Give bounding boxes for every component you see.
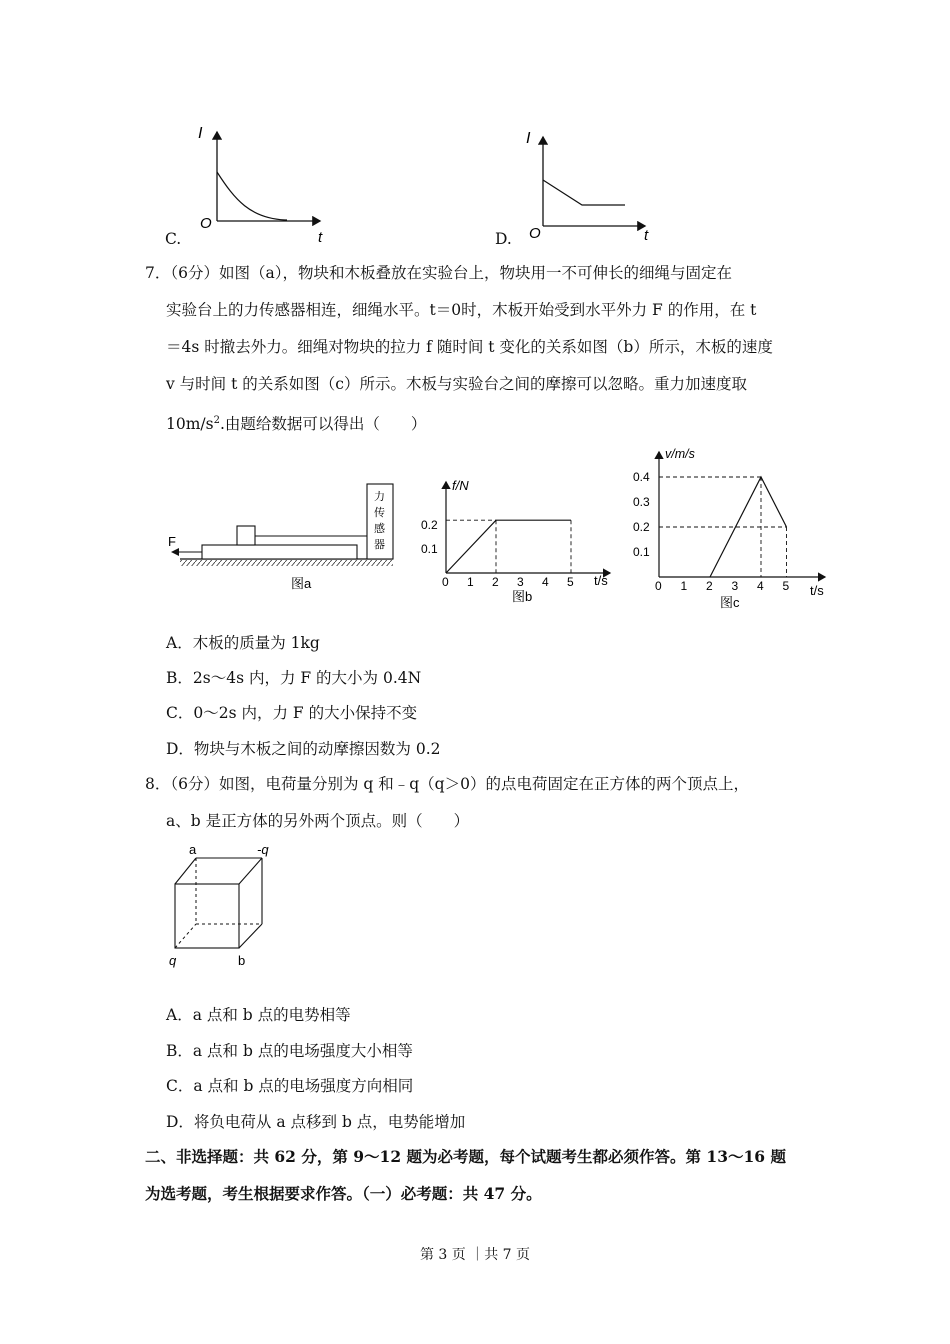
q8-option-b: B．a 点和 b 点的电场强度大小相等 [166,1042,413,1060]
figure-a-caption: 图a [291,576,312,591]
figure-b-caption: 图b [512,589,533,604]
q7-option-d: D．物块与木板之间的动摩擦因数为 0.2 [166,740,441,758]
cube-label-q: q [169,953,177,968]
graph-d-origin: O [529,225,541,242]
figure-a-apparatus [165,478,405,598]
q8-line-1: 8．（6分）如图，电荷量分别为 q 和﹣q（q＞0）的点电荷固定在正方体的两个顶点上， [145,775,749,793]
fig-b-xtick-4: 4 [542,575,549,589]
fig-b-ytick-1: 0.1 [421,542,438,556]
fig-b-xtick-0: 0 [442,575,449,589]
fig-c-xtick-5: 5 [782,579,790,593]
sensor-char-4: 器 [374,539,385,551]
cube-label-b: b [238,953,246,968]
fig-c-xtick-2: 2 [706,579,713,593]
cube-diagram [160,838,290,973]
q7-line-5-pre: 10m/s [166,415,214,434]
figure-b-force-time-chart [420,470,620,610]
fig-c-xtick-3: 3 [731,579,739,593]
fig-b-xtick-3: 3 [517,575,524,589]
fig-b-xtick-5: 5 [567,575,574,589]
fig-c-xtick-4: 4 [757,579,764,593]
fig-b-xtick-1: 1 [467,575,474,589]
figure-c-velocity-time-chart [630,440,840,615]
cube-label-neg-q: -q [257,842,269,857]
q8-line-2: a、b 是正方体的另外两个顶点。则（ ） [166,812,470,830]
sensor-char-2: 传 [374,507,385,519]
graph-d-current-step [520,125,670,250]
graph-c-xlabel: t [318,229,323,245]
fig-c-ytick-0: 0.4 [633,470,650,484]
q7-option-c: C．0～2s 内，力 F 的大小保持不变 [166,704,418,722]
q7-line-5-sup: 2 [213,415,220,426]
option-c-label: C. [165,230,182,248]
graph-c-current-decay [190,120,340,245]
figure-c-caption: 图c [720,595,740,610]
q8-option-a: A．a 点和 b 点的电势相等 [166,1006,351,1024]
figure-b-ylabel: f/N [452,478,469,493]
q7-line-5-post: .由题给数据可以得出（ ） [219,415,427,434]
q7-line-1: 7．（6分）如图（a），物块和木板叠放在实验台上，物块用一不可伸长的细绳与固定在 [145,264,732,282]
graph-d-ylabel: I [526,130,531,147]
q7-line-3: ＝4s 时撤去外力。细绳对物块的拉力 f 随时间 t 变化的关系如图（b）所示，木板的速度 [166,338,773,356]
cube-label-a: a [189,842,197,857]
q7-option-a: A．木板的质量为 1kg [166,634,320,652]
q8-option-d: D．将负电荷从 a 点移到 b 点，电势能增加 [166,1113,466,1131]
fig-c-ytick-2: 0.2 [633,520,650,534]
fig-c-xtick-1: 1 [680,579,688,593]
fig-b-ytick-0: 0.2 [421,518,438,532]
q7-line-4: v 与时间 t 的关系如图（c）所示。木板与实验台之间的摩擦可以忽略。重力加速度取 [166,375,747,393]
sensor-char-3: 感 [374,523,385,535]
option-d-label: D. [495,230,512,248]
graph-d-xlabel: t [644,227,649,244]
figure-b-xlabel: t/s [594,573,608,588]
figure-c-ylabel: v/m/s [665,447,695,461]
q7-option-b: B．2s～4s 内，力 F 的大小为 0.4N [166,669,422,687]
graph-c-origin: O [200,215,212,232]
figure-c-xlabel: t/s [810,583,824,598]
sensor-char-1: 力 [374,491,385,503]
fig-c-ytick-1: 0.3 [633,495,650,509]
graph-c-ylabel: I [198,125,203,142]
fig-c-ytick-3: 0.1 [633,545,650,559]
fig-c-xtick-0: 0 [655,579,662,593]
q7-line-2: 实验台上的力传感器相连，细绳水平。t＝0时，木板开始受到水平外力 F 的作用，在 t [166,301,757,319]
section-2-line-2: 为选考题，考生根据要求作答。（一）必考题：共 47 分。 [145,1184,542,1203]
q7-line-5 [166,411,426,434]
force-label: F [168,534,176,549]
page-footer: 第 3 页 ｜共 7 页 [419,1247,531,1263]
section-2-line-1: 二、非选择题：共 62 分，第 9～12 题为必考题，每个试题考生都必须作答。第 13～16 题 [145,1147,786,1166]
q8-option-c: C．a 点和 b 点的电场强度方向相同 [166,1077,414,1095]
fig-b-xtick-2: 2 [492,575,499,589]
